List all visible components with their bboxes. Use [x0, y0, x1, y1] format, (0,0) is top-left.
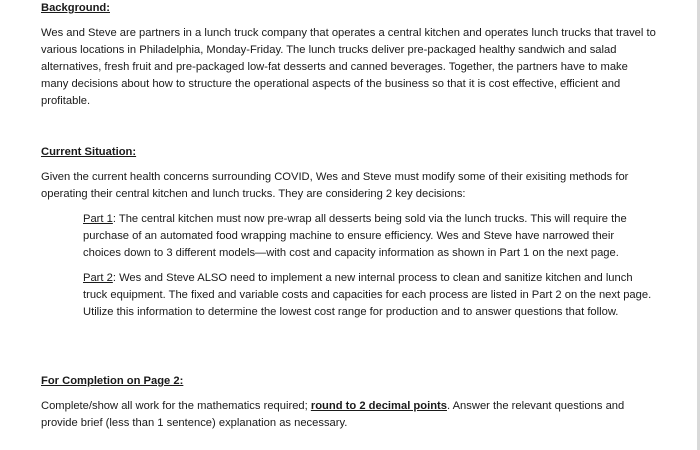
- background-paragraph: Wes and Steve are partners in a lunch truck company that operates a central kitchen and operates lunch trucks that travel to various locations in Philadelphia, Monday-Friday. The lunch trucks deliver pre-packaged healthy sandwich and salad alternatives, fresh fruit and pre-packaged low-fat desserts and canned beverages. Together, the partners have to make many decisions about how to structure the operational aspects of the business so that it is cost effective, efficient and profitable.: [41, 27, 656, 107]
- part1-paragraph: [83, 211, 655, 262]
- part2-paragraph: [83, 270, 655, 321]
- part1-text: : The central kitchen must now pre-wrap all desserts being sold via the lunch trucks. This will require the purchase of an automated food wrapping machine to ensure efficiency. Wes and Steve have narrowed their choices down to 3 different models—with cost and capacity information as shown in Part 1 on the next page.: [83, 213, 627, 259]
- current-situation-heading: Current Situation:: [41, 146, 137, 158]
- completion-emphasis: round to 2 decimal points: [310, 400, 447, 412]
- completion-paragraph: [41, 398, 656, 432]
- completion-text-after: . Answer the relevant questions and provide brief (less than 1 sentence) explanation as necessary.: [41, 400, 625, 429]
- part2-text: : Wes and Steve ALSO need to implement a new internal process to clean and sanitize kitchen and lunch truck equipment. The fixed and variable costs and capacities for each process are listed in Part 2 on the next page. Utilize this information to determine the lowest cost range for production and to answer questions that follow.: [83, 272, 652, 318]
- part2-label: Part 2: [83, 272, 113, 284]
- part1-label: Part 1: [83, 213, 113, 225]
- completion-text-before: Complete/show all work for the mathematics required;: [41, 400, 311, 412]
- background-heading: Background:: [41, 2, 110, 14]
- completion-heading: For Completion on Page 2:: [41, 375, 184, 387]
- current-situation-intro: Given the current health concerns surrounding COVID, Wes and Steve must modify some of their exisiting methods for operating their central kitchen and lunch trucks. They are considering 2 key decisions:: [41, 171, 629, 200]
